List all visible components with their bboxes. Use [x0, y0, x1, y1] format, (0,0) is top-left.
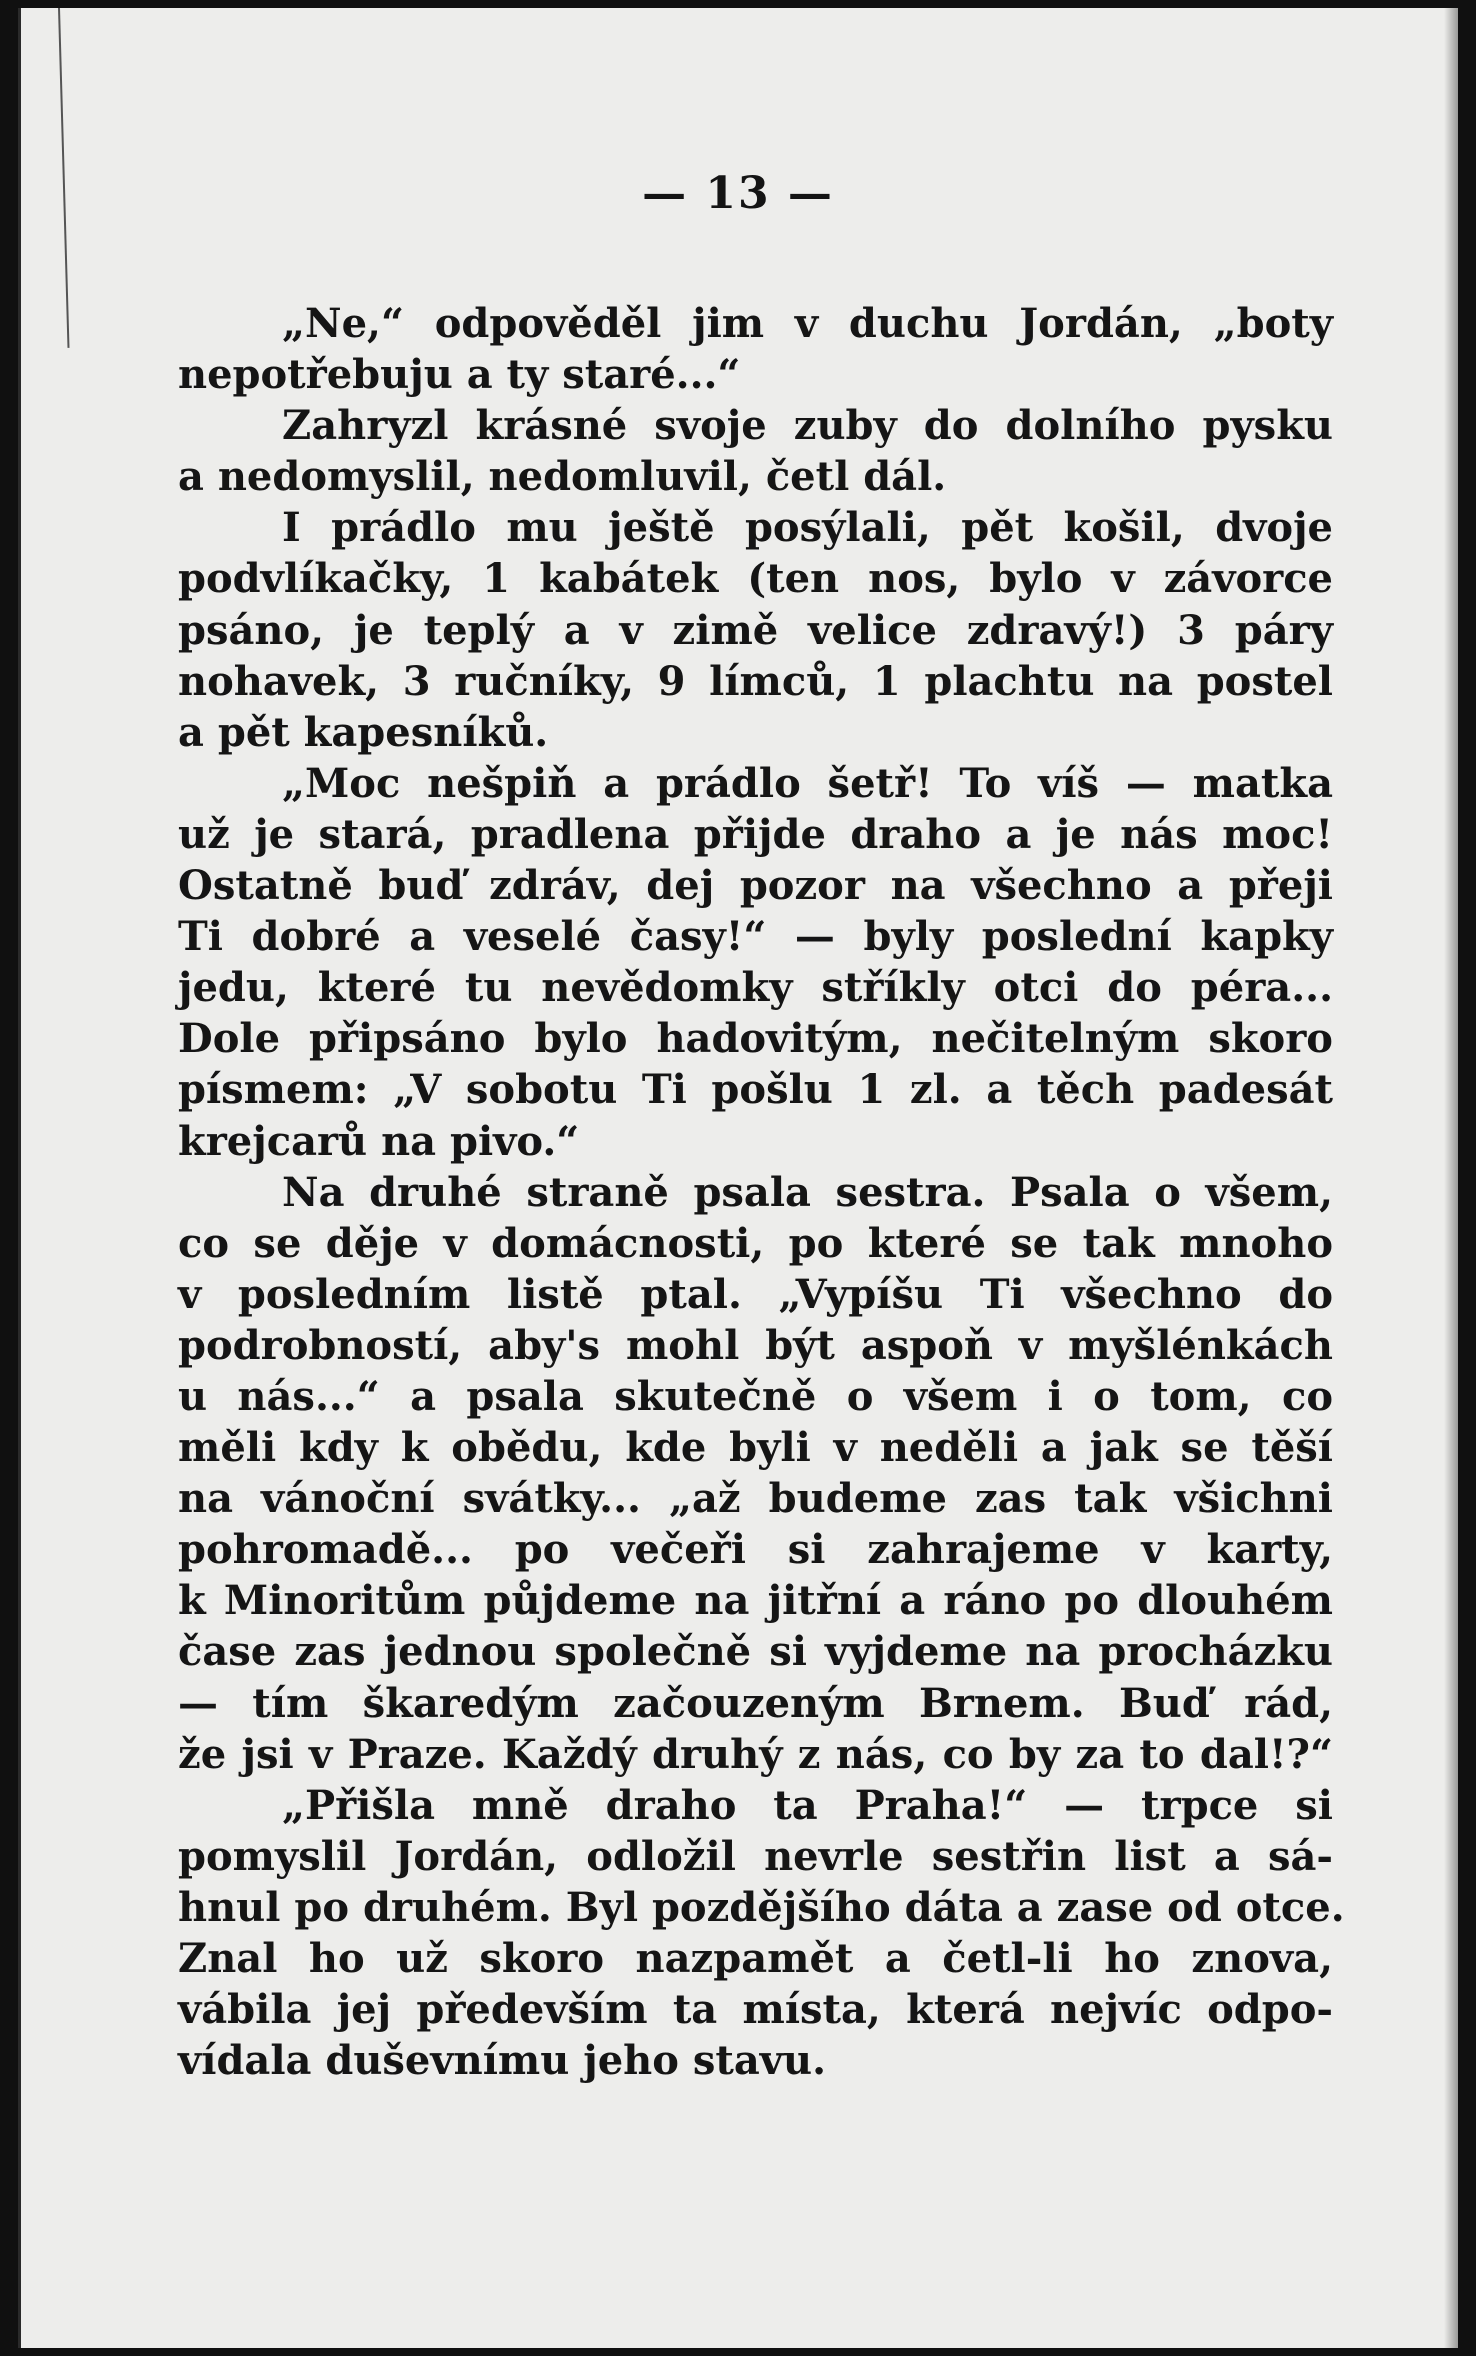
page-gutter-edge	[18, 8, 21, 2348]
text-line: u nás...“ a psala skutečně o všem i o tom, co	[178, 1372, 1333, 1420]
text-line: na vánoční svátky... „až budeme zas tak všichni	[178, 1475, 1333, 1523]
page-number: — 13 —	[642, 168, 834, 219]
text-line: „Ne,“ odpověděl jim v duchu Jordán, „boty	[282, 300, 1333, 347]
body-text	[178, 298, 1345, 2086]
text-line: už je stará, pradlena přijde draho a je nás moc!	[178, 810, 1333, 858]
text-line: Dole připsáno bylo hadovitým, nečitelným skoro	[178, 1015, 1333, 1063]
text-line: a nedomyslil, nedomluvil, četl dál.	[178, 453, 947, 501]
text-line: „Přišla mně draho ta Praha!“ — trpce si	[282, 1781, 1333, 1829]
text-line: — tím škaredým začouzeným Brnem. Buď rád,	[178, 1679, 1333, 1727]
text-line: vábila jej především ta místa, která nejvíc odpo-	[178, 1986, 1333, 2034]
text-line: Znal ho už skoro nazpamět a četl-li ho znova,	[178, 1935, 1333, 1982]
text-line: psáno, je teplý a v zimě velice zdravý!) 3 páry	[178, 606, 1333, 654]
text-line: Ostatně buď zdráv, dej pozor na všechno a přeji	[178, 862, 1333, 910]
text-line: „Moc nešpiň a prádlo šetř! To víš — matka	[282, 759, 1333, 807]
text-line: měli kdy k obědu, kde byli v neděli a jak se těší	[178, 1424, 1333, 1472]
text-line: a pět kapesníků.	[178, 708, 549, 756]
text-line: podrobností, aby's mohl být aspoň v myšlénkách	[178, 1321, 1333, 1369]
text-line: krejcarů na pivo.“	[178, 1117, 580, 1165]
text-line: vídala duševnímu jeho stavu.	[178, 2037, 827, 2085]
text-line: I prádlo mu ještě posýlali, pět košil, dvoje	[282, 504, 1333, 552]
book-page	[18, 8, 1458, 2348]
text-line: v posledním listě ptal. „Vypíšu Ti všechno do	[178, 1270, 1333, 1318]
text-line: co se děje v domácnosti, po které se tak mnoho	[178, 1219, 1333, 1267]
text-line: pomyslil Jordán, odložil nevrle sestřin list a sá-	[178, 1832, 1333, 1880]
text-line: k Minoritům půjdeme na jitřní a ráno po dlouhém	[178, 1577, 1333, 1625]
text-line: nepotřebuju a ty staré...“	[178, 351, 741, 399]
text-line: Ti dobré a veselé časy!“ — byly poslední kapky	[178, 913, 1333, 961]
text-line: písmem: „V sobotu Ti pošlu 1 zl. a těch padesát	[178, 1066, 1333, 1114]
text-line: pohromadě... po večeři si zahrajeme v karty,	[178, 1526, 1333, 1574]
text-line: podvlíkačky, 1 kabátek (ten nos, bylo v závorce	[178, 555, 1333, 603]
page-right-edge-shadow	[1444, 8, 1458, 2348]
text-line: hnul po druhém. Byl pozdějšího dáta a zase od otce.	[178, 1883, 1345, 1931]
text-line: Zahryzl krásné svoje zuby do dolního pysku	[282, 402, 1333, 450]
text-line: čase zas jednou společně si vyjdeme na procházku	[178, 1628, 1333, 1676]
text-line: že jsi v Praze. Každý druhý z nás, co by za to dal!?“	[178, 1730, 1333, 1778]
text-line: Na druhé straně psala sestra. Psala o všem,	[282, 1168, 1333, 1216]
text-line: nohavek, 3 ručníky, 9 límců, 1 plachtu na postel	[178, 657, 1333, 705]
text-line: jedu, které tu nevědomky stříkly otci do péra...	[178, 964, 1333, 1012]
